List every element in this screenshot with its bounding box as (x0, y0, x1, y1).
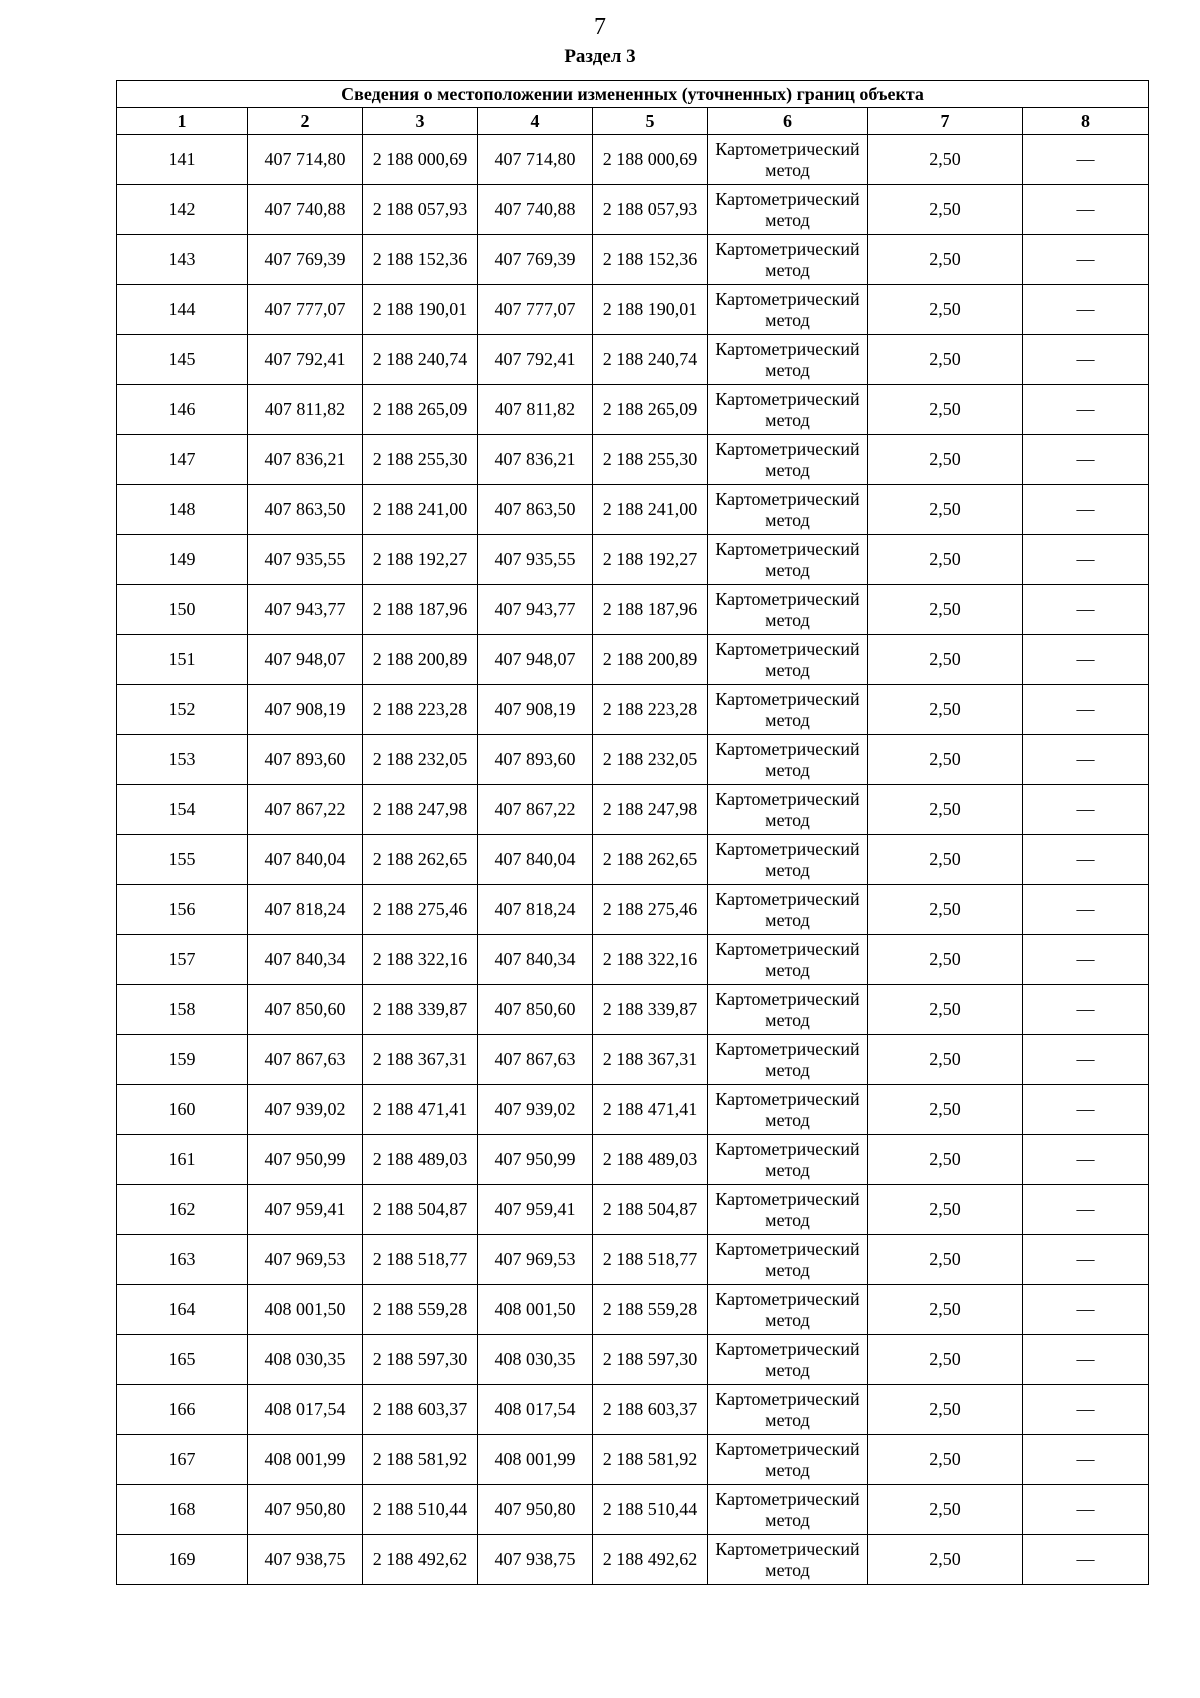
new-x-coordinate-cell: 407 792,41 (478, 335, 593, 385)
description-cell: — (1023, 1235, 1149, 1285)
y-coordinate-cell: 2 188 187,96 (363, 585, 478, 635)
new-y-coordinate-cell: 2 188 339,87 (593, 985, 708, 1035)
method-cell: Картометрический метод (708, 1085, 868, 1135)
new-x-coordinate-cell: 407 950,99 (478, 1135, 593, 1185)
accuracy-cell: 2,50 (868, 685, 1023, 735)
method-cell: Картометрический метод (708, 635, 868, 685)
table-row (117, 1035, 1149, 1085)
column-number-4: 4 (478, 108, 593, 135)
description-cell: — (1023, 1385, 1149, 1435)
section-title: Раздел 3 (564, 46, 636, 67)
x-coordinate-cell: 407 939,02 (248, 1085, 363, 1135)
point-number-cell: 149 (117, 535, 248, 585)
description-cell: — (1023, 335, 1149, 385)
method-cell: Картометрический метод (708, 785, 868, 835)
method-cell: Картометрический метод (708, 585, 868, 635)
x-coordinate-cell: 407 893,60 (248, 735, 363, 785)
method-cell: Картометрический метод (708, 285, 868, 335)
x-coordinate-cell: 407 959,41 (248, 1185, 363, 1235)
y-coordinate-cell: 2 188 223,28 (363, 685, 478, 735)
new-y-coordinate-cell: 2 188 367,31 (593, 1035, 708, 1085)
new-x-coordinate-cell: 407 863,50 (478, 485, 593, 535)
description-cell: — (1023, 585, 1149, 635)
point-number-cell: 141 (117, 135, 248, 185)
table-row (117, 1335, 1149, 1385)
table-row (117, 985, 1149, 1035)
description-cell: — (1023, 1035, 1149, 1085)
point-number-cell: 148 (117, 485, 248, 535)
x-coordinate-cell: 407 969,53 (248, 1235, 363, 1285)
point-number-cell: 153 (117, 735, 248, 785)
table-row (117, 135, 1149, 185)
table-row (117, 1385, 1149, 1435)
table-row (117, 1285, 1149, 1335)
point-number-cell: 155 (117, 835, 248, 885)
description-cell: — (1023, 835, 1149, 885)
method-cell: Картометрический метод (708, 935, 868, 985)
x-coordinate-cell: 407 818,24 (248, 885, 363, 935)
x-coordinate-cell: 407 850,60 (248, 985, 363, 1035)
point-number-cell: 144 (117, 285, 248, 335)
method-cell: Картометрический метод (708, 735, 868, 785)
y-coordinate-cell: 2 188 240,74 (363, 335, 478, 385)
y-coordinate-cell: 2 188 192,27 (363, 535, 478, 585)
table-row (117, 335, 1149, 385)
point-number-cell: 145 (117, 335, 248, 385)
method-cell: Картометрический метод (708, 485, 868, 535)
new-y-coordinate-cell: 2 188 597,30 (593, 1335, 708, 1385)
new-y-coordinate-cell: 2 188 241,00 (593, 485, 708, 535)
y-coordinate-cell: 2 188 322,16 (363, 935, 478, 985)
accuracy-cell: 2,50 (868, 535, 1023, 585)
x-coordinate-cell: 407 867,22 (248, 785, 363, 835)
accuracy-cell: 2,50 (868, 985, 1023, 1035)
point-number-cell: 154 (117, 785, 248, 835)
table-row (117, 1135, 1149, 1185)
y-coordinate-cell: 2 188 057,93 (363, 185, 478, 235)
table-row (117, 435, 1149, 485)
description-cell: — (1023, 435, 1149, 485)
new-y-coordinate-cell: 2 188 603,37 (593, 1385, 708, 1435)
new-y-coordinate-cell: 2 188 190,01 (593, 285, 708, 335)
y-coordinate-cell: 2 188 000,69 (363, 135, 478, 185)
description-cell: — (1023, 385, 1149, 435)
method-cell: Картометрический метод (708, 135, 868, 185)
new-x-coordinate-cell: 407 935,55 (478, 535, 593, 585)
description-cell: — (1023, 185, 1149, 235)
table-row (117, 785, 1149, 835)
x-coordinate-cell: 408 017,54 (248, 1385, 363, 1435)
point-number-cell: 168 (117, 1485, 248, 1535)
new-x-coordinate-cell: 408 017,54 (478, 1385, 593, 1435)
description-cell: — (1023, 235, 1149, 285)
table-row (117, 635, 1149, 685)
new-x-coordinate-cell: 408 001,99 (478, 1435, 593, 1485)
new-x-coordinate-cell: 407 850,60 (478, 985, 593, 1035)
method-cell: Картометрический метод (708, 1035, 868, 1085)
x-coordinate-cell: 407 769,39 (248, 235, 363, 285)
new-x-coordinate-cell: 407 938,75 (478, 1535, 593, 1585)
table-row (117, 835, 1149, 885)
new-y-coordinate-cell: 2 188 240,74 (593, 335, 708, 385)
table-row (117, 535, 1149, 585)
column-number-8: 8 (1023, 108, 1149, 135)
y-coordinate-cell: 2 188 262,65 (363, 835, 478, 885)
y-coordinate-cell: 2 188 518,77 (363, 1235, 478, 1285)
y-coordinate-cell: 2 188 232,05 (363, 735, 478, 785)
method-cell: Картометрический метод (708, 385, 868, 435)
point-number-cell: 146 (117, 385, 248, 435)
new-x-coordinate-cell: 408 001,50 (478, 1285, 593, 1335)
method-cell: Картометрический метод (708, 235, 868, 285)
y-coordinate-cell: 2 188 241,00 (363, 485, 478, 535)
description-cell: — (1023, 985, 1149, 1035)
new-y-coordinate-cell: 2 188 000,69 (593, 135, 708, 185)
new-y-coordinate-cell: 2 188 322,16 (593, 935, 708, 985)
new-y-coordinate-cell: 2 188 275,46 (593, 885, 708, 935)
method-cell: Картометрический метод (708, 185, 868, 235)
new-x-coordinate-cell: 407 948,07 (478, 635, 593, 685)
accuracy-cell: 2,50 (868, 835, 1023, 885)
y-coordinate-cell: 2 188 275,46 (363, 885, 478, 935)
new-x-coordinate-cell: 408 030,35 (478, 1335, 593, 1385)
y-coordinate-cell: 2 188 559,28 (363, 1285, 478, 1335)
accuracy-cell: 2,50 (868, 1535, 1023, 1585)
description-cell: — (1023, 1285, 1149, 1335)
description-cell: — (1023, 1435, 1149, 1485)
new-x-coordinate-cell: 407 969,53 (478, 1235, 593, 1285)
accuracy-cell: 2,50 (868, 335, 1023, 385)
point-number-cell: 160 (117, 1085, 248, 1135)
y-coordinate-cell: 2 188 190,01 (363, 285, 478, 335)
y-coordinate-cell: 2 188 489,03 (363, 1135, 478, 1185)
new-x-coordinate-cell: 407 840,34 (478, 935, 593, 985)
table-row (117, 1485, 1149, 1535)
new-x-coordinate-cell: 407 836,21 (478, 435, 593, 485)
table-row (117, 485, 1149, 535)
x-coordinate-cell: 407 938,75 (248, 1535, 363, 1585)
y-coordinate-cell: 2 188 265,09 (363, 385, 478, 435)
method-cell: Картометрический метод (708, 1135, 868, 1185)
new-x-coordinate-cell: 407 777,07 (478, 285, 593, 335)
method-cell: Картометрический метод (708, 885, 868, 935)
description-cell: — (1023, 1135, 1149, 1185)
accuracy-cell: 2,50 (868, 285, 1023, 335)
method-cell: Картометрический метод (708, 1535, 868, 1585)
method-cell: Картометрический метод (708, 435, 868, 485)
point-number-cell: 161 (117, 1135, 248, 1185)
method-cell: Картометрический метод (708, 1235, 868, 1285)
y-coordinate-cell: 2 188 597,30 (363, 1335, 478, 1385)
description-cell: — (1023, 1185, 1149, 1235)
description-cell: — (1023, 535, 1149, 585)
method-cell: Картометрический метод (708, 1335, 868, 1385)
table-row (117, 285, 1149, 335)
x-coordinate-cell: 407 811,82 (248, 385, 363, 435)
new-x-coordinate-cell: 407 840,04 (478, 835, 593, 885)
x-coordinate-cell: 407 777,07 (248, 285, 363, 335)
new-y-coordinate-cell: 2 188 510,44 (593, 1485, 708, 1535)
new-y-coordinate-cell: 2 188 192,27 (593, 535, 708, 585)
x-coordinate-cell: 408 001,99 (248, 1435, 363, 1485)
method-cell: Картометрический метод (708, 1185, 868, 1235)
y-coordinate-cell: 2 188 581,92 (363, 1435, 478, 1485)
accuracy-cell: 2,50 (868, 935, 1023, 985)
table-row (117, 185, 1149, 235)
method-cell: Картометрический метод (708, 685, 868, 735)
y-coordinate-cell: 2 188 471,41 (363, 1085, 478, 1135)
description-cell: — (1023, 1335, 1149, 1385)
accuracy-cell: 2,50 (868, 1335, 1023, 1385)
point-number-cell: 165 (117, 1335, 248, 1385)
table-row (117, 1185, 1149, 1235)
accuracy-cell: 2,50 (868, 235, 1023, 285)
new-x-coordinate-cell: 407 893,60 (478, 735, 593, 785)
new-y-coordinate-cell: 2 188 489,03 (593, 1135, 708, 1185)
y-coordinate-cell: 2 188 504,87 (363, 1185, 478, 1235)
point-number-cell: 163 (117, 1235, 248, 1285)
accuracy-cell: 2,50 (868, 1385, 1023, 1435)
method-cell: Картометрический метод (708, 1285, 868, 1335)
description-cell: — (1023, 485, 1149, 535)
description-cell: — (1023, 935, 1149, 985)
table-row (117, 885, 1149, 935)
point-number-cell: 162 (117, 1185, 248, 1235)
description-cell: — (1023, 135, 1149, 185)
new-y-coordinate-cell: 2 188 247,98 (593, 785, 708, 835)
new-y-coordinate-cell: 2 188 265,09 (593, 385, 708, 435)
table-row (117, 1435, 1149, 1485)
accuracy-cell: 2,50 (868, 135, 1023, 185)
description-cell: — (1023, 635, 1149, 685)
description-cell: — (1023, 785, 1149, 835)
column-number-6: 6 (708, 108, 868, 135)
x-coordinate-cell: 407 840,34 (248, 935, 363, 985)
y-coordinate-cell: 2 188 367,31 (363, 1035, 478, 1085)
y-coordinate-cell: 2 188 510,44 (363, 1485, 478, 1535)
point-number-cell: 147 (117, 435, 248, 485)
x-coordinate-cell: 407 935,55 (248, 535, 363, 585)
x-coordinate-cell: 407 863,50 (248, 485, 363, 535)
point-number-cell: 152 (117, 685, 248, 735)
x-coordinate-cell: 407 908,19 (248, 685, 363, 735)
accuracy-cell: 2,50 (868, 1185, 1023, 1235)
table-row (117, 685, 1149, 735)
new-y-coordinate-cell: 2 188 262,65 (593, 835, 708, 885)
accuracy-cell: 2,50 (868, 1435, 1023, 1485)
accuracy-cell: 2,50 (868, 435, 1023, 485)
method-cell: Картометрический метод (708, 985, 868, 1035)
y-coordinate-cell: 2 188 255,30 (363, 435, 478, 485)
table-body (117, 135, 1149, 1585)
y-coordinate-cell: 2 188 492,62 (363, 1535, 478, 1585)
description-cell: — (1023, 885, 1149, 935)
accuracy-cell: 2,50 (868, 785, 1023, 835)
point-number-cell: 169 (117, 1535, 248, 1585)
y-coordinate-cell: 2 188 247,98 (363, 785, 478, 835)
point-number-cell: 166 (117, 1385, 248, 1435)
x-coordinate-cell: 407 792,41 (248, 335, 363, 385)
description-cell: — (1023, 1535, 1149, 1585)
accuracy-cell: 2,50 (868, 1085, 1023, 1135)
accuracy-cell: 2,50 (868, 635, 1023, 685)
point-number-cell: 143 (117, 235, 248, 285)
accuracy-cell: 2,50 (868, 1485, 1023, 1535)
x-coordinate-cell: 407 740,88 (248, 185, 363, 235)
table-row (117, 935, 1149, 985)
new-y-coordinate-cell: 2 188 200,89 (593, 635, 708, 685)
point-number-cell: 150 (117, 585, 248, 635)
accuracy-cell: 2,50 (868, 485, 1023, 535)
x-coordinate-cell: 407 948,07 (248, 635, 363, 685)
new-y-coordinate-cell: 2 188 187,96 (593, 585, 708, 635)
new-x-coordinate-cell: 407 943,77 (478, 585, 593, 635)
column-number-3: 3 (363, 108, 478, 135)
point-number-cell: 156 (117, 885, 248, 935)
method-cell: Картометрический метод (708, 1385, 868, 1435)
accuracy-cell: 2,50 (868, 1135, 1023, 1185)
new-y-coordinate-cell: 2 188 152,36 (593, 235, 708, 285)
new-y-coordinate-cell: 2 188 232,05 (593, 735, 708, 785)
accuracy-cell: 2,50 (868, 885, 1023, 935)
accuracy-cell: 2,50 (868, 185, 1023, 235)
point-number-cell: 142 (117, 185, 248, 235)
description-cell: — (1023, 1485, 1149, 1535)
point-number-cell: 167 (117, 1435, 248, 1485)
new-x-coordinate-cell: 407 950,80 (478, 1485, 593, 1535)
point-number-cell: 151 (117, 635, 248, 685)
table-row (117, 1535, 1149, 1585)
y-coordinate-cell: 2 188 339,87 (363, 985, 478, 1035)
column-number-5: 5 (593, 108, 708, 135)
new-y-coordinate-cell: 2 188 255,30 (593, 435, 708, 485)
x-coordinate-cell: 407 950,80 (248, 1485, 363, 1535)
new-y-coordinate-cell: 2 188 492,62 (593, 1535, 708, 1585)
new-x-coordinate-cell: 407 740,88 (478, 185, 593, 235)
new-x-coordinate-cell: 407 939,02 (478, 1085, 593, 1135)
y-coordinate-cell: 2 188 200,89 (363, 635, 478, 685)
x-coordinate-cell: 407 943,77 (248, 585, 363, 635)
x-coordinate-cell: 407 950,99 (248, 1135, 363, 1185)
new-x-coordinate-cell: 407 867,63 (478, 1035, 593, 1085)
table-row (117, 585, 1149, 635)
x-coordinate-cell: 408 001,50 (248, 1285, 363, 1335)
boundary-coordinates-table (116, 80, 1149, 1585)
x-coordinate-cell: 407 714,80 (248, 135, 363, 185)
new-y-coordinate-cell: 2 188 471,41 (593, 1085, 708, 1135)
new-x-coordinate-cell: 407 867,22 (478, 785, 593, 835)
method-cell: Картометрический метод (708, 1485, 868, 1535)
new-y-coordinate-cell: 2 188 518,77 (593, 1235, 708, 1285)
method-cell: Картометрический метод (708, 1435, 868, 1485)
new-y-coordinate-cell: 2 188 057,93 (593, 185, 708, 235)
new-y-coordinate-cell: 2 188 581,92 (593, 1435, 708, 1485)
description-cell: — (1023, 735, 1149, 785)
accuracy-cell: 2,50 (868, 735, 1023, 785)
x-coordinate-cell: 407 836,21 (248, 435, 363, 485)
column-number-1: 1 (117, 108, 248, 135)
description-cell: — (1023, 285, 1149, 335)
point-number-cell: 157 (117, 935, 248, 985)
table-row (117, 1235, 1149, 1285)
table-row (117, 735, 1149, 785)
accuracy-cell: 2,50 (868, 585, 1023, 635)
new-x-coordinate-cell: 407 811,82 (478, 385, 593, 435)
x-coordinate-cell: 407 867,63 (248, 1035, 363, 1085)
new-x-coordinate-cell: 407 959,41 (478, 1185, 593, 1235)
new-y-coordinate-cell: 2 188 559,28 (593, 1285, 708, 1335)
page-number: 7 (594, 14, 606, 40)
point-number-cell: 164 (117, 1285, 248, 1335)
x-coordinate-cell: 407 840,04 (248, 835, 363, 885)
table-row (117, 1085, 1149, 1135)
accuracy-cell: 2,50 (868, 1285, 1023, 1335)
description-cell: — (1023, 685, 1149, 735)
point-number-cell: 159 (117, 1035, 248, 1085)
new-y-coordinate-cell: 2 188 223,28 (593, 685, 708, 735)
method-cell: Картометрический метод (708, 835, 868, 885)
y-coordinate-cell: 2 188 152,36 (363, 235, 478, 285)
point-number-cell: 158 (117, 985, 248, 1035)
method-cell: Картометрический метод (708, 335, 868, 385)
table-row (117, 235, 1149, 285)
new-x-coordinate-cell: 407 769,39 (478, 235, 593, 285)
accuracy-cell: 2,50 (868, 1235, 1023, 1285)
description-cell: — (1023, 1085, 1149, 1135)
method-cell: Картометрический метод (708, 535, 868, 585)
new-x-coordinate-cell: 407 908,19 (478, 685, 593, 735)
x-coordinate-cell: 408 030,35 (248, 1335, 363, 1385)
new-x-coordinate-cell: 407 714,80 (478, 135, 593, 185)
accuracy-cell: 2,50 (868, 1035, 1023, 1085)
table-caption: Сведения о местоположении измененных (уточненных) границ объекта (117, 81, 1149, 108)
new-x-coordinate-cell: 407 818,24 (478, 885, 593, 935)
accuracy-cell: 2,50 (868, 385, 1023, 435)
column-number-7: 7 (868, 108, 1023, 135)
column-number-2: 2 (248, 108, 363, 135)
table-row (117, 385, 1149, 435)
new-y-coordinate-cell: 2 188 504,87 (593, 1185, 708, 1235)
y-coordinate-cell: 2 188 603,37 (363, 1385, 478, 1435)
